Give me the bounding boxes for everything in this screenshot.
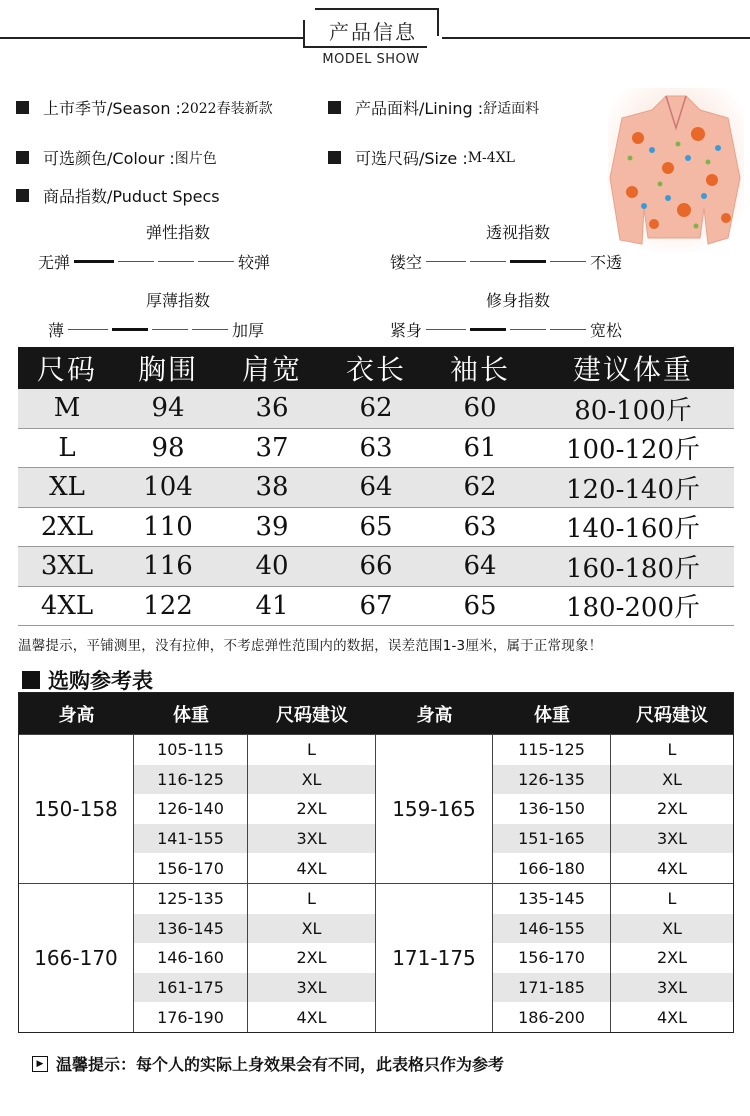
reference-table [18, 692, 734, 1033]
season-value: 2022春装新款 [180, 100, 273, 117]
list-item: 3XL [248, 824, 375, 854]
list-item: 151-165 [493, 824, 610, 854]
list-item: L [307, 889, 316, 909]
list-item: 115-125 [518, 740, 585, 760]
elasticity-scale-segment [158, 261, 194, 262]
header-rule-right [442, 37, 750, 39]
fit-left-label: 紧身 [390, 321, 423, 340]
size-chart-cell: M [53, 393, 81, 424]
thickness-scale [48, 318, 264, 341]
size-chart-header-cell: 袖长 [449, 353, 510, 386]
size-chart-cell: 63 [359, 432, 393, 463]
list-item: 161-175 [134, 973, 247, 1003]
size-value: M-4XL [467, 149, 515, 166]
bottom-tip [32, 1052, 504, 1075]
thickness-scale-segment [112, 328, 148, 331]
list-item: 141-155 [134, 824, 247, 854]
header-rule-left [0, 37, 305, 39]
size-chart-cell: 116 [143, 551, 193, 582]
reference-header-cell: 体重 [534, 704, 570, 726]
list-item: XL [611, 765, 733, 795]
square-bullet-icon [16, 101, 29, 114]
reference-header-cell: 尺码建议 [636, 704, 708, 726]
season-label: 上市季节/Season : [43, 99, 181, 118]
list-item: 136-145 [134, 914, 247, 944]
list-item: XL [248, 914, 375, 944]
list-item: 171-185 [493, 973, 610, 1003]
table-row [18, 389, 734, 429]
size-chart-cell: 110 [143, 511, 193, 542]
height-range-cell: 150-158 [19, 735, 134, 883]
size-chart-cell: 94 [151, 393, 185, 424]
size-chart-cell: 98 [151, 432, 185, 463]
list-item: 156-170 [518, 948, 585, 968]
size-chart-cell: XL [49, 472, 85, 503]
size-chart-cell: 64 [463, 551, 497, 582]
size-chart-cell: 180-200斤 [565, 593, 701, 624]
reference-table-body [19, 734, 733, 1032]
table-row [18, 587, 734, 627]
list-item: 3XL [611, 973, 733, 1003]
fit-title: 修身指数 [485, 291, 550, 310]
transparency-left-label: 镂空 [390, 253, 423, 272]
list-item: 136-150 [518, 799, 585, 819]
fit-scale-segment [550, 329, 586, 330]
list-item: 2XL [296, 799, 327, 819]
size-chart-body [18, 389, 734, 626]
list-item: XL [611, 914, 733, 944]
size-chart-cell: 64 [359, 472, 393, 503]
size-chart-cell: 38 [255, 472, 289, 503]
size-chart-cell: 80-100斤 [574, 395, 692, 426]
size-chart-cell: 39 [255, 511, 289, 542]
size-chart-cell: 41 [255, 590, 289, 621]
reference-header-cell: 体重 [173, 704, 209, 726]
table-row [18, 547, 734, 587]
colour-label: 可选颜色/Colour : [43, 149, 175, 168]
reference-section-title [22, 665, 153, 695]
size-chart-header-cell: 肩宽 [241, 353, 302, 386]
square-bullet-icon [16, 151, 29, 164]
size-chart-cell: 62 [359, 393, 393, 424]
right-weights-column [493, 735, 611, 883]
reference-title: 选购参考表 [48, 669, 153, 693]
list-item: XL [248, 765, 375, 795]
square-bullet-icon [328, 151, 341, 164]
product-specs-label: 商品指数/Puduct Specs [43, 187, 220, 206]
size-chart-cell: 36 [255, 393, 289, 424]
fit-scale [390, 318, 622, 341]
elasticity-right-label: 较弹 [238, 253, 271, 272]
spec-lining [328, 96, 539, 119]
transparency-scale-segment [510, 260, 546, 263]
size-chart-cell: 120-140斤 [565, 474, 701, 505]
title-frame [303, 8, 439, 48]
square-bullet-icon [16, 189, 29, 202]
size-chart-cell: 67 [359, 590, 393, 621]
transparency-title: 透视指数 [485, 223, 550, 242]
elasticity-scale-segment [198, 261, 234, 262]
elasticity-left-label: 无弹 [38, 253, 71, 272]
list-item: 105-115 [157, 740, 224, 760]
thickness-left-label: 薄 [48, 321, 65, 340]
reference-block [19, 734, 733, 883]
reference-header-cell: 尺码建议 [276, 704, 348, 726]
list-item: 176-190 [157, 1007, 224, 1027]
size-chart-cell: 40 [255, 551, 289, 582]
transparency-scale-segment [470, 261, 506, 262]
spec-product-specs [16, 184, 220, 207]
page-subtitle: MODEL SHOW [322, 52, 420, 67]
list-item: 4XL [656, 1007, 688, 1027]
size-chart-cell: 63 [463, 511, 497, 542]
list-item: 135-145 [518, 889, 585, 909]
list-item: 146-155 [493, 914, 610, 944]
height-range-cell: 159-165 [376, 735, 493, 883]
thickness-title: 厚薄指数 [145, 291, 210, 310]
spec-size [328, 146, 515, 169]
list-item: 4XL [296, 1007, 327, 1027]
measurement-tip: 温馨提示，平铺测里，没有拉伸，不考虑弹性范围内的数据，误差范围1-3厘米，属于正常现象！ [18, 638, 603, 654]
transparency-scale-segment [550, 261, 586, 262]
size-chart-cell: 3XL [40, 551, 94, 582]
table-row [18, 508, 734, 548]
size-chart-header-cell: 胸围 [137, 353, 198, 386]
fit-scale-segment [470, 328, 506, 331]
list-item: 2XL [656, 948, 688, 968]
transparency-scale [390, 250, 622, 273]
reference-header-cell: 身高 [58, 704, 95, 726]
thickness-scale-segment [192, 329, 228, 330]
list-item: L [667, 740, 677, 760]
size-chart-header-cell: 尺码 [36, 353, 97, 386]
fit-scale-segment [510, 329, 546, 330]
thickness-right-label: 加厚 [232, 321, 265, 340]
right-sizes-column [611, 884, 733, 1032]
transparency-scale-segment [426, 261, 466, 262]
list-item: 156-170 [157, 858, 224, 878]
spec-season [16, 96, 273, 119]
list-item: 186-200 [518, 1007, 585, 1027]
list-item: 3XL [248, 973, 375, 1003]
list-item: 126-140 [157, 799, 224, 819]
size-chart-header-cell: 建议体重 [572, 353, 693, 386]
thickness-scale-segment [152, 329, 188, 330]
left-weights-column [134, 735, 248, 883]
reference-block [19, 883, 733, 1032]
size-label: 可选尺码/Size : [355, 149, 468, 168]
spec-colour [16, 146, 217, 169]
size-chart-cell: 2XL [40, 511, 94, 542]
reference-table-header [19, 693, 733, 734]
list-item: 126-135 [493, 765, 610, 795]
reference-header-cell: 身高 [416, 704, 453, 726]
fit-scale-segment [426, 329, 466, 330]
square-bullet-icon [328, 101, 341, 114]
list-item: 116-125 [134, 765, 247, 795]
size-chart-cell: 100-120斤 [565, 435, 701, 466]
size-chart-cell: 122 [143, 590, 193, 621]
list-item: 166-180 [518, 858, 585, 878]
square-bullet-icon [22, 671, 40, 689]
size-chart-cell: L [58, 432, 76, 463]
left-sizes-column [248, 884, 376, 1032]
size-chart-header-cell: 衣长 [345, 353, 406, 386]
lining-label: 产品面料/Lining : [355, 99, 484, 118]
size-chart-cell: 61 [463, 432, 497, 463]
fit-right-label: 宽松 [590, 321, 623, 340]
list-item: 4XL [296, 858, 327, 878]
height-range-cell: 171-175 [376, 884, 493, 1032]
list-item: 3XL [611, 824, 733, 854]
size-chart-cell: 66 [359, 551, 393, 582]
list-item: 146-160 [157, 948, 224, 968]
table-row [18, 468, 734, 508]
size-chart-cell: 60 [463, 393, 497, 424]
elasticity-scale [38, 250, 270, 273]
list-item: 2XL [296, 948, 327, 968]
size-chart-cell: 4XL [40, 590, 94, 621]
right-weights-column [493, 884, 611, 1032]
elasticity-title: 弹性指数 [145, 223, 210, 242]
lining-value: 舒适面料 [483, 100, 540, 117]
colour-value: 图片色 [174, 150, 217, 167]
left-weights-column [134, 884, 248, 1032]
page-header [0, 0, 750, 80]
thickness-scale-segment [68, 329, 108, 330]
elasticity-scale-segment [118, 261, 154, 262]
height-range-cell: 166-170 [19, 884, 134, 1032]
list-item: 2XL [656, 799, 688, 819]
size-chart-cell: 65 [359, 511, 393, 542]
size-chart-cell: 160-180斤 [565, 553, 701, 584]
size-chart-cell: 37 [255, 432, 289, 463]
transparency-right-label: 不透 [590, 253, 623, 272]
size-chart [18, 347, 734, 626]
size-chart-header [18, 347, 734, 389]
size-chart-cell: 140-160斤 [565, 514, 701, 545]
page-title: 产品信息 [329, 20, 417, 44]
list-item: 125-135 [157, 889, 224, 909]
list-item: 4XL [656, 858, 688, 878]
list-item: L [667, 889, 677, 909]
size-chart-cell: 65 [463, 590, 497, 621]
table-row [18, 429, 734, 469]
size-chart-cell: 104 [143, 472, 193, 503]
left-sizes-column [248, 735, 376, 883]
list-item: L [307, 740, 316, 760]
elasticity-scale-segment [74, 260, 114, 263]
size-chart-cell: 62 [463, 472, 497, 503]
bottom-tip-text: 温馨提示：每个人的实际上身效果会有不同，此表格只作为参考 [56, 1055, 505, 1074]
right-sizes-column [611, 735, 733, 883]
play-icon: ▶ [32, 1056, 48, 1072]
product-photo [608, 88, 744, 252]
